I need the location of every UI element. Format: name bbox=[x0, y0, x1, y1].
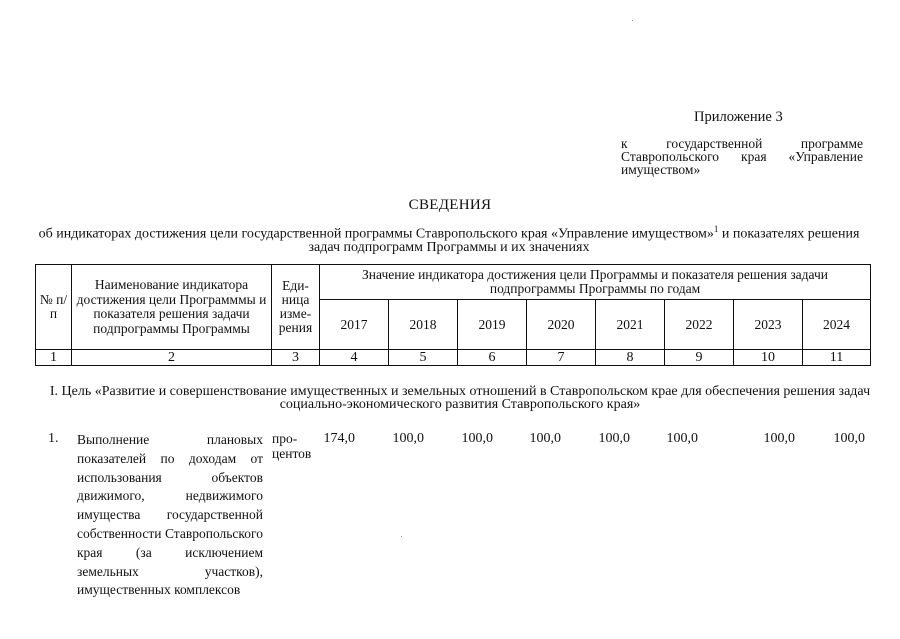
row-value: 100,0 bbox=[763, 431, 795, 446]
appendix-title: Приложение 3 bbox=[694, 109, 783, 125]
header-year: 2023 bbox=[734, 300, 803, 350]
row-number: 1. bbox=[48, 431, 59, 446]
row-value: 100,0 bbox=[461, 431, 493, 446]
column-number: 11 bbox=[803, 350, 871, 366]
column-number: 9 bbox=[665, 350, 734, 366]
row-value: 100,0 bbox=[598, 431, 630, 446]
column-number: 6 bbox=[458, 350, 527, 366]
appendix-text: к государственной программе Ставропольского края «Управление имуществом» bbox=[621, 136, 863, 177]
header-indicator-name: Наименование индикатора достижения цели Программмы и показателя решения задачи подпрограммы Программы bbox=[72, 265, 272, 350]
document-subtitle bbox=[28, 223, 870, 254]
header-year: 2019 bbox=[458, 300, 527, 350]
subtitle-main: об индикаторах достижения цели государственной программы Ставропольского края «Управление имуществом» bbox=[38, 226, 714, 242]
document-title: СВЕДЕНИЯ bbox=[408, 197, 492, 213]
row-value: 100,0 bbox=[529, 431, 561, 446]
header-year: 2020 bbox=[527, 300, 596, 350]
indicators-table bbox=[35, 264, 871, 366]
header-row bbox=[36, 265, 871, 300]
header-num: № п/п bbox=[36, 265, 72, 350]
header-values-group: Значение индикатора достижения цели Программы и показателя решения задачи подпрограммы Программы по годам bbox=[320, 265, 871, 300]
column-number: 1 bbox=[36, 350, 72, 366]
row-indicator-name: Выполнение плановых показателей по доходам от использования объектов движимого, недвижимого имущества государственной собственности Ставропольского края (за исключением земельных участков), имущественных комплексов bbox=[77, 432, 263, 598]
column-number: 7 bbox=[527, 350, 596, 366]
section-title: I. Цель «Развитие и совершенствование имущественных и земельных отношений в Ставропольском крае для обеспечения решения задач социально-экономического развития Ставропольского края» bbox=[49, 384, 871, 412]
footnote-marker: 1 bbox=[713, 224, 719, 234]
row-value: 100,0 bbox=[392, 431, 424, 446]
row-value: 100,0 bbox=[666, 431, 698, 446]
row-unit: процентов bbox=[272, 431, 312, 461]
column-number: 2 bbox=[72, 350, 272, 366]
header-unit: Единица измерения bbox=[272, 265, 320, 350]
row-value: 174,0 bbox=[323, 431, 355, 446]
column-number: 5 bbox=[389, 350, 458, 366]
header-year: 2018 bbox=[389, 300, 458, 350]
column-numbers-row bbox=[36, 350, 871, 366]
header-year: 2022 bbox=[665, 300, 734, 350]
row-value: 100,0 bbox=[833, 431, 865, 446]
scan-speck bbox=[632, 20, 633, 21]
header-year: 2024 bbox=[803, 300, 871, 350]
column-number: 3 bbox=[272, 350, 320, 366]
header-year: 2017 bbox=[320, 300, 389, 350]
subtitle-tail: и показателях решения задач подпрограмм Программы и их значениях bbox=[308, 226, 860, 255]
column-number: 4 bbox=[320, 350, 389, 366]
column-number: 8 bbox=[596, 350, 665, 366]
scan-speck bbox=[401, 536, 402, 537]
header-year: 2021 bbox=[596, 300, 665, 350]
column-number: 10 bbox=[734, 350, 803, 366]
